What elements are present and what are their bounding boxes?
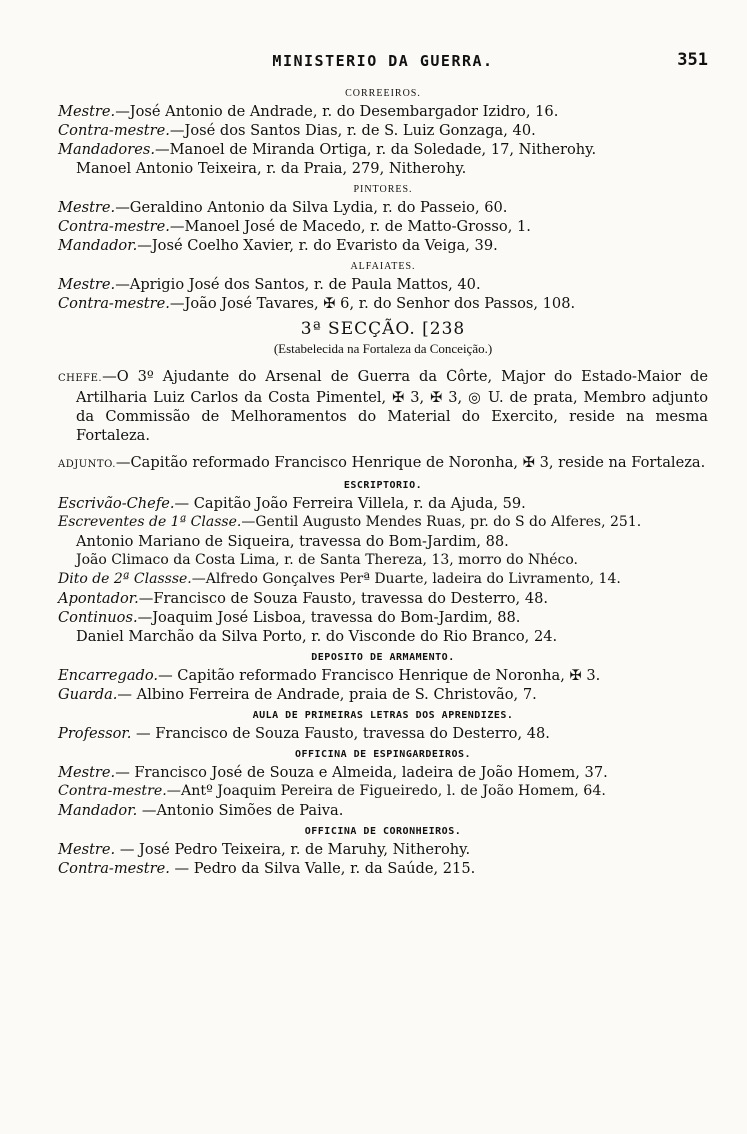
entry-line: Professor. — Francisco de Souza Fausto, travessa do Desterro, 48. bbox=[58, 725, 550, 742]
entry-line: Contra-mestre.—João José Tavares, ✠ 6, r. do Senhor dos Passos, 108. bbox=[58, 295, 576, 312]
section-heading-aula: AULA DE PRIMEIRAS LETRAS DOS APRENDIZES. bbox=[252, 710, 514, 721]
adjunto-entry: ADJUNTO.—Capitão reformado Francisco Henrique de Noronha, ✠ 3, reside na Fortaleza. bbox=[58, 454, 706, 471]
section-heading-alfaiates: ALFAIATES. bbox=[350, 261, 416, 272]
entry-line: Mandadores.—Manoel de Miranda Ortiga, r. da Soledade, 17, Nitherohy. bbox=[58, 141, 597, 158]
section-heading-deposito: DEPOSITO DE ARMAMENTO. bbox=[311, 652, 455, 663]
entry-line: Contra-mestre.—Antº Joaquim Pereira de Figueiredo, l. de João Homem, 64. bbox=[58, 783, 606, 799]
entry-line: Mandador. —Antonio Simões de Paiva. bbox=[58, 802, 344, 819]
entry-line: Daniel Marchão da Silva Porto, r. do Visconde do Rio Branco, 24. bbox=[76, 628, 558, 645]
entry-line: Contra-mestre.—José dos Santos Dias, r. de S. Luiz Gonzaga, 40. bbox=[58, 122, 536, 139]
entry-line: Mestre. — José Pedro Teixeira, r. de Maruhy, Nitherohy. bbox=[58, 841, 471, 858]
entry-line: Mestre.—Geraldino Antonio da Silva Lydia, r. do Passeio, 60. bbox=[58, 199, 508, 216]
entry-line: Antonio Mariano de Siqueira, travessa do Bom-Jardim, 88. bbox=[76, 533, 509, 550]
entry-line: Escreventes de 1ª Classe.—Gentil Augusto Mendes Ruas, pr. do S do Alferes, 251. bbox=[58, 514, 642, 530]
entry-line: João Climaco da Costa Lima, r. de Santa Thereza, 13, morro do Nhéco. bbox=[76, 552, 578, 568]
entry-line: Contra-mestre.—Manoel José de Macedo, r. de Matto-Grosso, 1. bbox=[58, 218, 531, 235]
chefe-entry: CHEFE.—O 3º Ajudante do Arsenal de Guerra da Côrte, Major do Estado-Maior de Artilharia Luiz Carlos da Costa Pimentel, ✠ 3, ✠ 3, ◎ U. de prata, Membro adjunto da Commissão de Melhoramentos do Material do Exercito, reside na mesma Fortaleza. bbox=[58, 368, 708, 444]
section-heading-correeiros: CORREEIROS. bbox=[345, 88, 421, 99]
entry-line: Continuos.—Joaquim José Lisboa, travessa do Bom-Jardim, 88. bbox=[58, 609, 521, 626]
entry-line: Escrivão-Chefe.— Capitão João Ferreira Villela, r. da Ajuda, 59. bbox=[58, 495, 526, 512]
page-number: 351 bbox=[677, 50, 708, 70]
entry-line: Dito de 2ª Classse.—Alfredo Gonçalves Perª Duarte, ladeira do Livramento, 14. bbox=[58, 571, 621, 587]
entry-line: Encarregado.— Capitão reformado Francisco Henrique de Noronha, ✠ 3. bbox=[58, 667, 601, 684]
entry-line: Mandador.—José Coelho Xavier, r. do Evaristo da Veiga, 39. bbox=[58, 237, 498, 254]
entry-line: Guarda.— Albino Ferreira de Andrade, praia de S. Christovão, 7. bbox=[58, 686, 537, 703]
section-heading-pintores: PINTORES. bbox=[353, 184, 413, 195]
document-page bbox=[58, 42, 708, 878]
section-title: 3ª SECÇÃO. [238 bbox=[300, 319, 466, 339]
page-header bbox=[58, 42, 708, 82]
entry-line: Mestre.—José Antonio de Andrade, r. do Desembargador Izidro, 16. bbox=[58, 103, 559, 120]
page-title: MINISTERIO DA GUERRA. bbox=[272, 52, 494, 70]
entry-line: Contra-mestre. — Pedro da Silva Valle, r. da Saúde, 215. bbox=[58, 860, 476, 877]
section-heading-coronheiros: OFFICINA DE CORONHEIROS. bbox=[304, 826, 462, 837]
section-subtitle: (Estabelecida na Fortaleza da Conceição.) bbox=[273, 341, 493, 356]
section-heading-escriptorio: ESCRIPTORIO. bbox=[343, 480, 423, 491]
entry-line: Mestre.—Aprigio José dos Santos, r. de Paula Mattos, 40. bbox=[58, 276, 481, 293]
entry-line: Apontador.—Francisco de Souza Fausto, travessa do Desterro, 48. bbox=[58, 590, 549, 607]
entry-line: Manoel Antonio Teixeira, r. da Praia, 279, Nitherohy. bbox=[76, 160, 467, 177]
section-heading-espingardeiros: OFFICINA DE ESPINGARDEIROS. bbox=[294, 749, 472, 760]
entry-line: Mestre.— Francisco José de Souza e Almeida, ladeira de João Homem, 37. bbox=[58, 764, 608, 781]
